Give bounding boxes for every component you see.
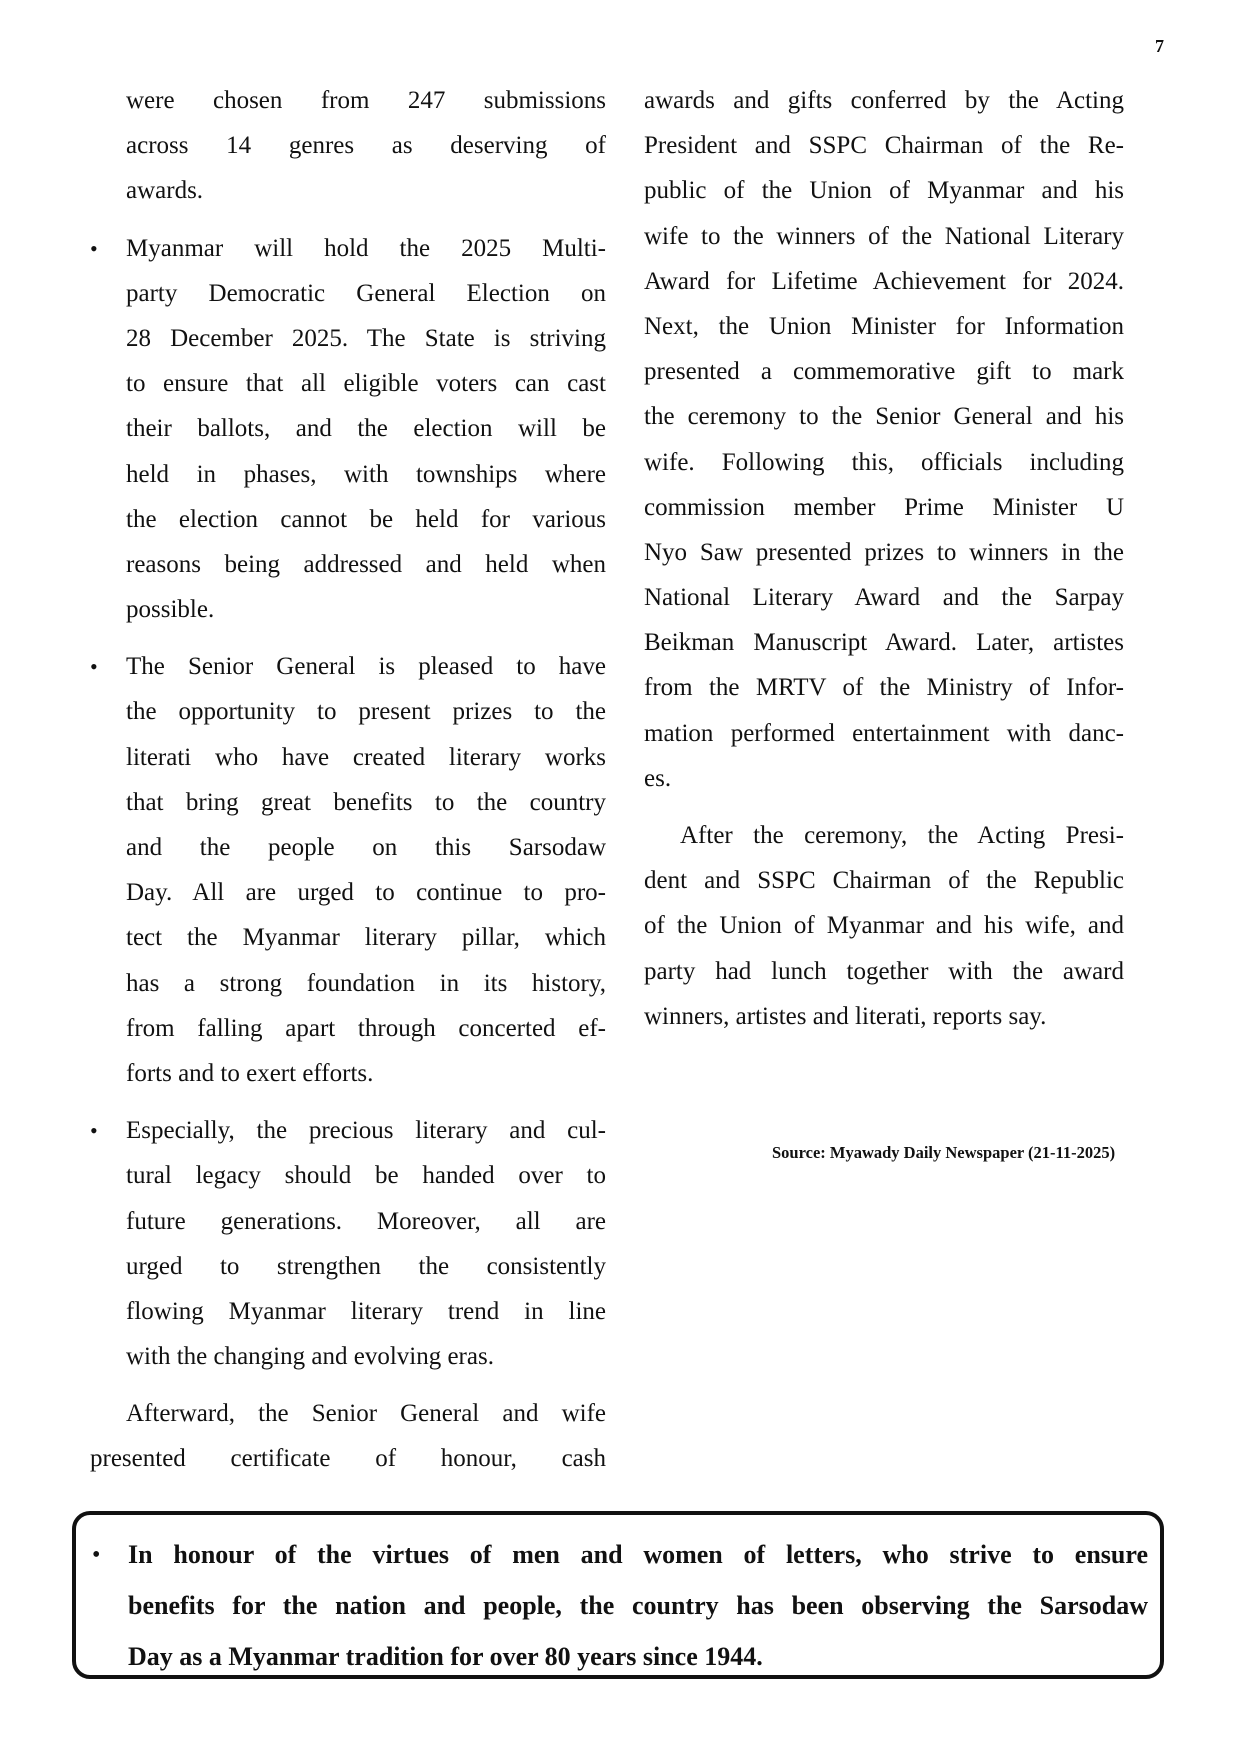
text-line: the opportunity to present prizes to the xyxy=(126,698,606,726)
text-line: urged to strengthen the consistently xyxy=(126,1252,606,1280)
text-line: and the people on this Sarsodaw xyxy=(126,834,606,861)
text-line: possible. xyxy=(126,596,215,624)
text-line: party had lunch together with the award xyxy=(644,957,1124,985)
text-line: with the changing and evolving eras. xyxy=(126,1343,494,1371)
text-line: were chosen from 247 submissions xyxy=(126,87,606,114)
text-line: Day as a Myanmar tradition for over 80 years since 1944. xyxy=(128,1642,763,1671)
text-line: from the MRTV of the Ministry of Infor- xyxy=(644,674,1124,702)
text-line: held in phases, with townships where xyxy=(126,460,606,488)
bullet-item xyxy=(90,644,606,1096)
highlight-box xyxy=(72,1511,1164,1679)
text-line: to ensure that all eligible voters can cast xyxy=(126,370,606,398)
article-paragraph xyxy=(644,813,1124,1039)
bullet-icon: • xyxy=(90,1118,98,1144)
text-line: es. xyxy=(644,764,672,792)
text-line: wife to the winners of the National Literary xyxy=(644,222,1124,250)
text-line: National Literary Award and the Sarpay xyxy=(644,584,1124,612)
bullet-icon: • xyxy=(90,654,98,680)
text-line: of the Union of Myanmar and his wife, and xyxy=(644,912,1124,940)
text-line: has a strong foundation in its history, xyxy=(126,969,606,997)
bullet-item xyxy=(90,1108,606,1379)
text-line: 28 December 2025. The State is striving xyxy=(126,324,606,352)
text-line: dent and SSPC Chairman of the Republic xyxy=(644,867,1124,895)
text-line: President and SSPC Chairman of the Re- xyxy=(644,132,1124,160)
text-line: that bring great benefits to the country xyxy=(126,788,606,816)
bullet-icon: • xyxy=(90,235,98,261)
text-line: In honour of the virtues of men and women of letters, who strive to ensure xyxy=(128,1540,1148,1569)
article-paragraph xyxy=(644,78,1124,801)
left-column xyxy=(90,78,606,1494)
source-citation: Source: Myawady Daily Newspaper (21-11-2025) xyxy=(772,1143,1116,1162)
text-line: Nyo Saw presented prizes to winners in the xyxy=(644,538,1124,566)
text-line: commission member Prime Minister U xyxy=(644,493,1124,521)
text-line: wife. Following this, officials including xyxy=(644,448,1124,476)
text-line: tural legacy should be handed over to xyxy=(126,1162,606,1190)
highlight-text xyxy=(128,1529,1148,1682)
text-line: their ballots, and the election will be xyxy=(126,415,606,443)
text-line: future generations. Moreover, all are xyxy=(126,1207,606,1235)
text-line: Beikman Manuscript Award. Later, artistes xyxy=(644,629,1124,657)
text-line: party Democratic General Election on xyxy=(126,279,606,307)
text-line: Especially, the precious literary and cul- xyxy=(126,1117,606,1145)
continuation-paragraph xyxy=(126,78,606,214)
text-line: flowing Myanmar literary trend in line xyxy=(126,1297,606,1325)
text-line: Award for Lifetime Achievement for 2024. xyxy=(644,267,1124,295)
text-line: public of the Union of Myanmar and his xyxy=(644,177,1124,205)
text-line: from falling apart through concerted ef- xyxy=(126,1014,606,1042)
right-column xyxy=(644,78,1124,1051)
text-line: benefits for the nation and people, the country has been observing the Sarsodaw xyxy=(128,1591,1148,1620)
text-line: Next, the Union Minister for Information xyxy=(644,312,1124,340)
text-line: presented a commemorative gift to mark xyxy=(644,358,1124,386)
text-line: the ceremony to the Senior General and his xyxy=(644,403,1124,431)
text-line: After the ceremony, the Acting Presi- xyxy=(680,822,1124,849)
text-line: across 14 genres as deserving of xyxy=(126,132,606,160)
text-line: tect the Myanmar literary pillar, which xyxy=(126,924,606,952)
text-line: forts and to exert efforts. xyxy=(126,1059,374,1087)
text-line: awards. xyxy=(126,177,204,205)
bullet-icon: • xyxy=(92,1542,101,1568)
closing-paragraph xyxy=(90,1391,606,1481)
text-line: mation performed entertainment with danc- xyxy=(644,719,1124,747)
text-line: awards and gifts conferred by the Acting xyxy=(644,87,1124,114)
text-line: literati who have created literary works xyxy=(126,743,606,771)
text-line: Afterward, the Senior General and wife xyxy=(126,1400,606,1428)
bullet-item xyxy=(90,226,606,633)
text-line: winners, artistes and literati, reports say. xyxy=(644,1002,1047,1030)
text-line: Myanmar will hold the 2025 Multi- xyxy=(126,234,606,262)
text-line: The Senior General is pleased to have xyxy=(126,653,606,681)
text-line: the election cannot be held for various xyxy=(126,505,606,533)
page-number: 7 xyxy=(1155,36,1164,56)
text-line: reasons being addressed and held when xyxy=(126,550,606,578)
text-line: presented certificate of honour, cash xyxy=(90,1445,606,1473)
text-line: Day. All are urged to continue to pro- xyxy=(126,879,606,907)
